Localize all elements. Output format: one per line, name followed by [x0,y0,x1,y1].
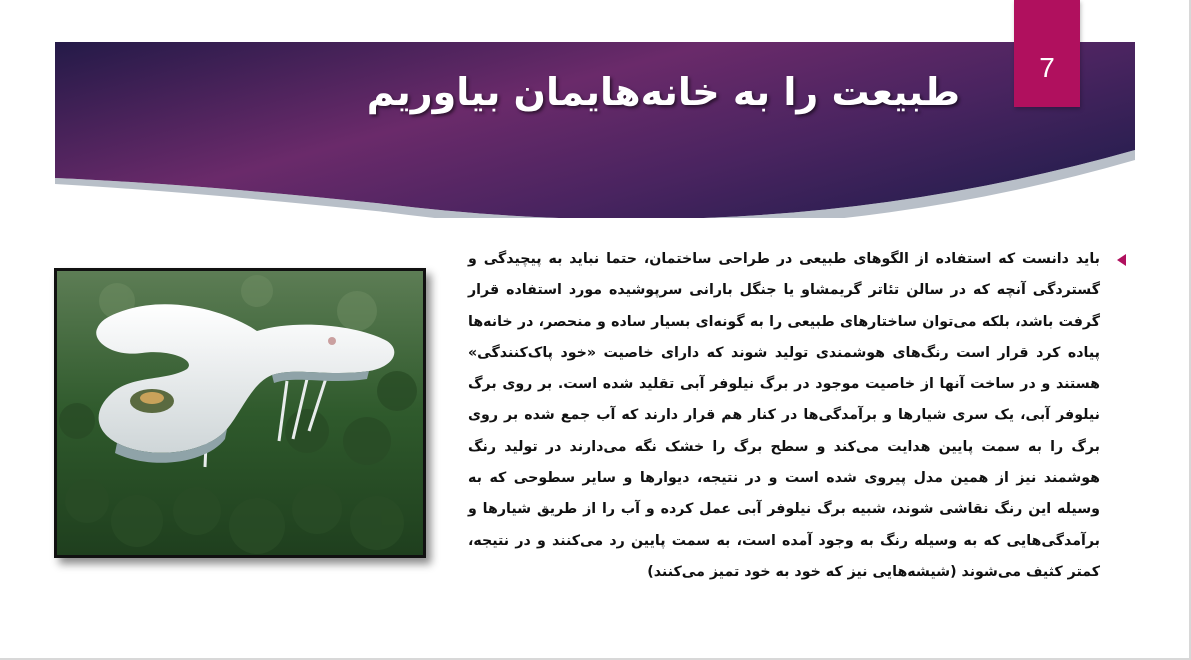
triangle-bullet-icon [1117,254,1126,266]
slide-number: 7 [1039,52,1055,83]
body-paragraph: باید دانست که استفاده از الگوهای طبیعی در طراحی ساختمان، حتما نباید به پیچیدگی و گستردگی آنچه که در سالن تئاتر گریمشاو یا جنگل بارانی سرپوشیده مورد استفاده قرار گرفت باشد، بلکه می‌توان ساختارهای طبیعی را به گونه‌ای بسیار ساده و منحصر، در خانه‌ها پیاده کرد قرار است رنگ‌های هوشمندی تولید شوند که دارای خاصیت «خود پاک‌کنندگی» هستند و در ساخت آنها از خاصیت موجود در برگ نیلوفر آبی تقلید شده است. بر روی برگ نیلوفر آبی، یک سری شیارها و برآمدگی‌ها در کنار هم قرار دارند که آب جمع شده بر روی برگ را به سمت پایین هدایت می‌کند و سطح برگ را خشک نگه می‌دارند در تولید رنگ هوشمند نیز از همین مدل پیروی شده است و در نتیجه، دیوارها و سایر سطوحی که به وسیله این رنگ نقاشی شوند، شبیه برگ نیلوفر آبی عمل کرده و آب را از طریق شیارها و برآمدگی‌هایی که به وسیله رنگ به وجود آمده است، به سمت پایین رد می‌کنند و در نتیجه، کمتر کثیف می‌شوند (شیشه‌هایی نیز که خود به خود تمیز می‌کنند) [468,251,1100,580]
title-banner [55,42,1135,218]
building-photo [54,268,426,558]
slide-title: طبیعت را به خانه‌هایمان بیاوریم [366,70,960,114]
slide-number-badge [1014,0,1080,107]
